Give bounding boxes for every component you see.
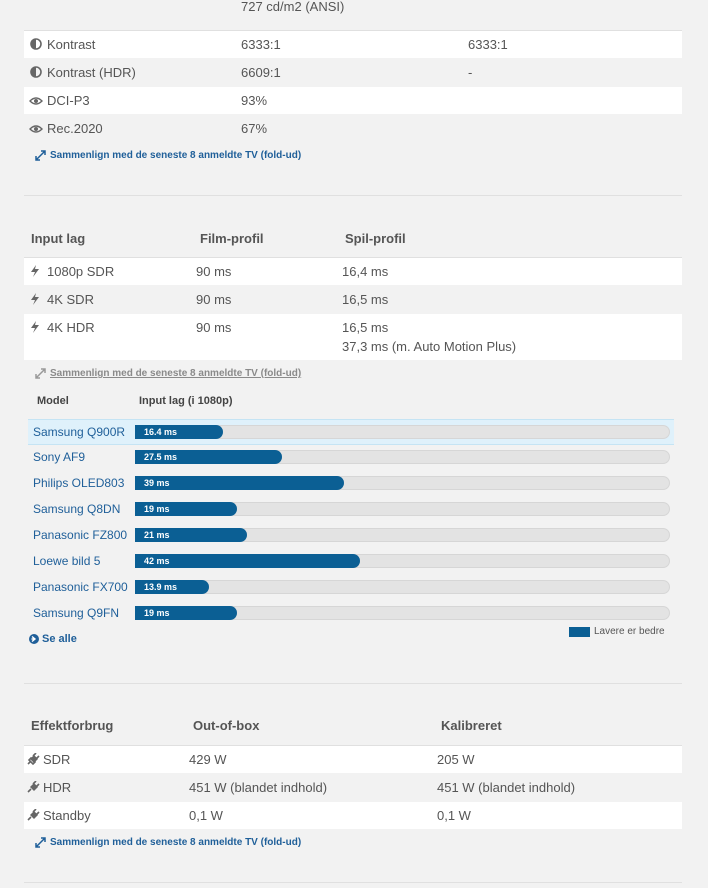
chart-category-link[interactable]: Samsung Q9FN: [33, 606, 120, 620]
expand-icon: [35, 150, 46, 161]
bar-value-label: 13.9 ms: [144, 582, 178, 592]
chart-category-link[interactable]: Samsung Q900R: [33, 425, 126, 439]
see-all-link[interactable]: [29, 633, 77, 645]
table-row: [24, 746, 682, 773]
row-label: DCI-P3: [47, 93, 90, 108]
row-value: 205 W: [437, 752, 475, 767]
plug-icon: [27, 781, 40, 793]
row-value: 90 ms: [196, 264, 232, 279]
contrast-icon: [30, 66, 42, 78]
row-value-secondary: 37,3 ms (m. Auto Motion Plus): [342, 339, 517, 354]
chart-row: [28, 601, 674, 625]
row-value: 6333:1: [241, 37, 281, 52]
row-value: 6333:1: [468, 37, 508, 52]
legend-label: Lavere er bedre: [594, 626, 665, 637]
game-profile-header: Spil-profil: [345, 231, 406, 246]
row-value: 93%: [241, 93, 268, 108]
expand-icon: [35, 837, 46, 848]
compare-link[interactable]: [35, 150, 301, 161]
input-lag-header: Input lag: [31, 231, 86, 246]
chart-category-link[interactable]: Loewe bild 5: [33, 554, 101, 568]
row-label: Rec.2020: [47, 121, 103, 136]
row-value: -: [468, 65, 473, 80]
chart-row: [28, 445, 674, 469]
row-label: Kontrast: [47, 37, 96, 52]
compare-link-label: Sammenlign med de seneste 8 anmeldte TV (fold-ud): [50, 368, 302, 379]
cut-off-value: 727 cd/m2 (ANSI): [241, 0, 345, 14]
power-header: Effektforbrug: [31, 718, 114, 733]
chart-row: [28, 549, 674, 573]
row-value: 451 W (blandet indhold): [189, 780, 328, 795]
out-of-box-header: Out-of-box: [193, 718, 260, 733]
chart-category-link[interactable]: Sony AF9: [33, 450, 86, 464]
row-value: 6609:1: [241, 65, 281, 80]
row-value: 16,4 ms: [342, 264, 389, 279]
row-label: 1080p SDR: [47, 264, 115, 279]
row-label: 4K HDR: [47, 320, 95, 335]
contrast-icon: [30, 38, 42, 50]
compare-link-open[interactable]: [35, 368, 301, 379]
compare-link-label: Sammenlign med de seneste 8 anmeldte TV (fold-ud): [50, 150, 302, 161]
row-value: 0,1 W: [437, 808, 471, 823]
chart-row: [28, 575, 674, 599]
arrow-circle-right-icon: [29, 634, 39, 644]
table-row: [24, 31, 682, 58]
row-value: 90 ms: [196, 320, 232, 335]
row-value: 16,5 ms: [342, 320, 389, 335]
chart-value-header: Input lag (i 1080p): [139, 395, 233, 407]
row-value: 67%: [241, 121, 268, 136]
chart-category-link[interactable]: Panasonic FX700: [33, 580, 128, 594]
chart-category-link[interactable]: Philips OLED803: [33, 476, 125, 490]
chart-category-link[interactable]: Samsung Q8DN: [33, 502, 121, 516]
bar-value-label: 27.5 ms: [144, 452, 178, 462]
chart-category-link[interactable]: Panasonic FZ800: [33, 528, 128, 542]
plug-icon: [27, 809, 40, 821]
row-label: 4K SDR: [47, 292, 94, 307]
eye-icon: [29, 123, 43, 135]
row-value: 16,5 ms: [342, 292, 389, 307]
section-divider: [24, 882, 682, 883]
bar-value-label: 19 ms: [144, 504, 170, 514]
row-value: 429 W: [189, 752, 227, 767]
row-value: 0,1 W: [189, 808, 223, 823]
collapse-icon: [35, 368, 46, 379]
compare-link[interactable]: [35, 837, 301, 848]
lightning-icon: [30, 265, 40, 277]
table-row: [24, 87, 682, 114]
section-divider: [24, 683, 682, 684]
bar-value-label: 39 ms: [144, 478, 170, 488]
bar-value-label: 19 ms: [144, 608, 170, 618]
plug-icon: [27, 753, 40, 765]
row-label: Kontrast (HDR): [47, 65, 136, 80]
bar-value-label: 16.4 ms: [144, 427, 178, 437]
table-row: [24, 774, 682, 801]
film-profile-header: Film-profil: [200, 231, 264, 246]
compare-link-label: Sammenlign med de seneste 8 anmeldte TV (fold-ud): [50, 837, 302, 848]
row-label: HDR: [43, 780, 72, 795]
table-row: [24, 115, 682, 142]
chart-row: [28, 471, 674, 495]
bar-value-label: 21 ms: [144, 530, 170, 540]
row-label: Standby: [43, 808, 91, 823]
row-value: 451 W (blandet indhold): [437, 780, 576, 795]
chart-row: [28, 497, 674, 521]
chart-row: [28, 419, 674, 445]
lightning-icon: [30, 293, 40, 305]
chart-model-header: Model: [37, 395, 69, 407]
bar-track: [135, 580, 670, 594]
bar-value-label: 42 ms: [144, 556, 170, 566]
see-all-label: Se alle: [42, 633, 77, 645]
table-row: [24, 802, 682, 829]
eye-icon: [29, 95, 43, 107]
legend-swatch: [569, 627, 590, 637]
section-divider: [24, 195, 682, 196]
row-label: SDR: [43, 752, 71, 767]
lightning-icon: [30, 321, 40, 333]
chart-row: [28, 523, 674, 547]
row-value: 90 ms: [196, 292, 232, 307]
calibrated-header: Kalibreret: [441, 718, 502, 733]
